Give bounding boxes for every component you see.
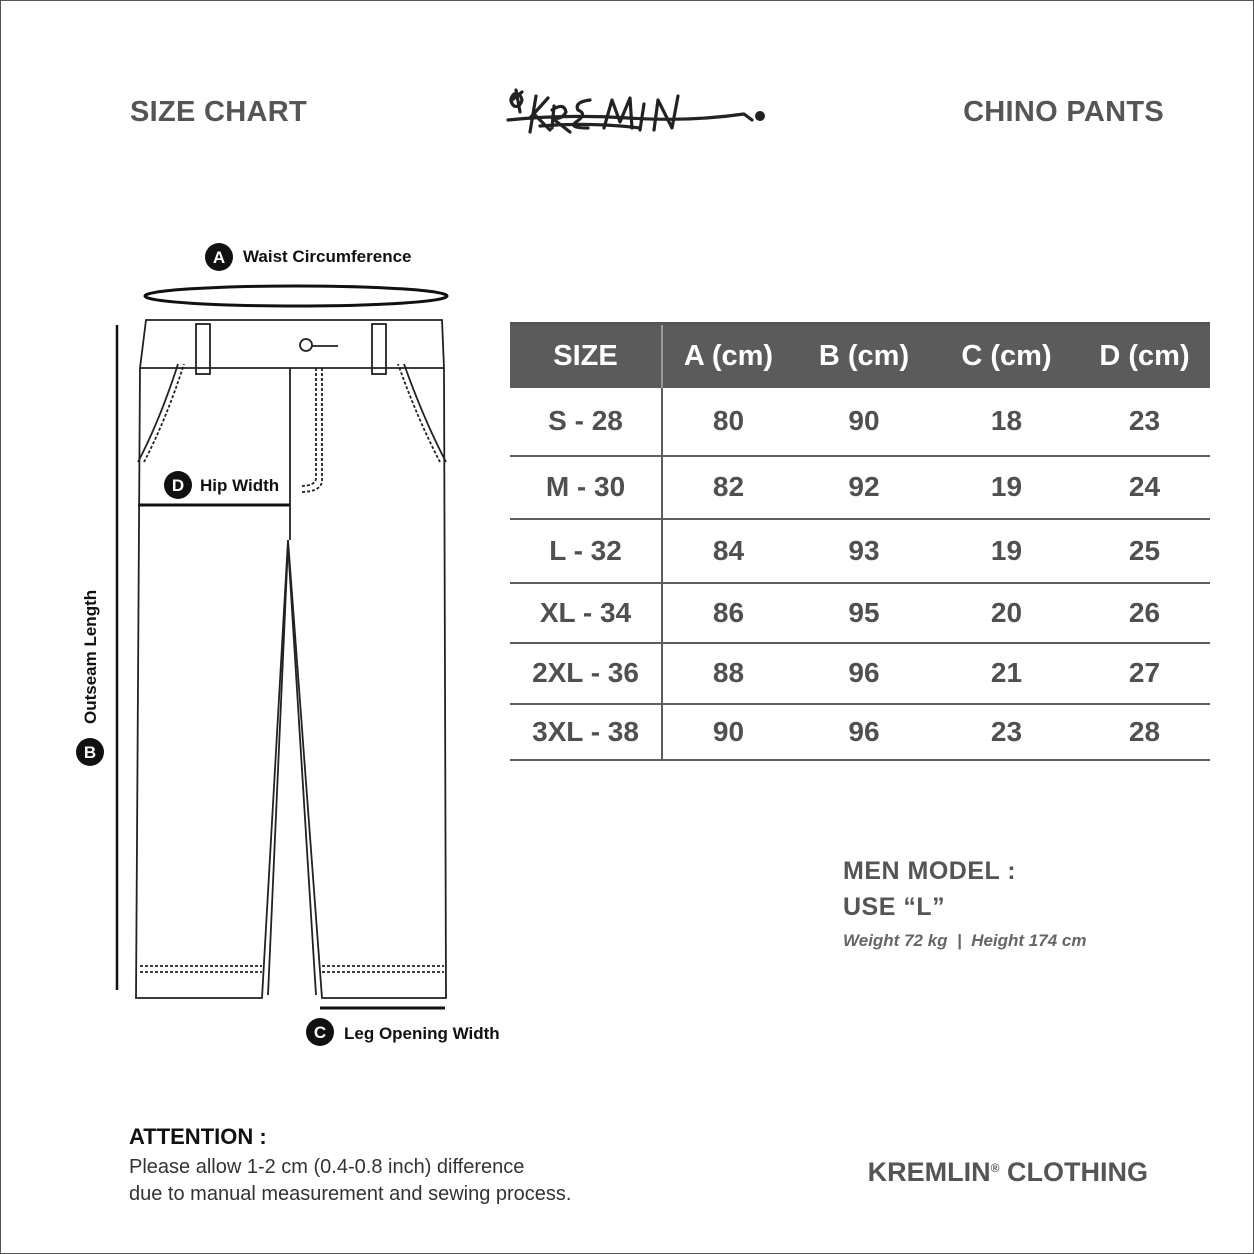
- table-row: [510, 643, 1210, 704]
- table-cell: 93: [794, 519, 934, 583]
- table-cell: 21: [934, 643, 1079, 704]
- table-cell: 23: [1079, 388, 1210, 456]
- table-cell: 80: [662, 388, 794, 456]
- table-cell: 95: [794, 583, 934, 643]
- table-cell: 90: [662, 704, 794, 760]
- product-title: CHINO PANTS: [963, 96, 1164, 128]
- size-cell: 3XL - 38: [510, 704, 662, 760]
- size-table: [510, 322, 1210, 761]
- table-cell: 84: [662, 519, 794, 583]
- table-cell: 27: [1079, 643, 1210, 704]
- table-cell: 90: [794, 388, 934, 456]
- table-cell: 26: [1079, 583, 1210, 643]
- table-cell: 19: [934, 456, 1079, 519]
- pants-outline: [136, 320, 446, 998]
- size-cell: S - 28: [510, 388, 662, 456]
- table-row: [510, 583, 1210, 643]
- waist-ellipse: [145, 286, 447, 306]
- leg-opening-label: Leg Opening Width: [344, 1024, 500, 1043]
- table-cell: 96: [794, 704, 934, 760]
- table-row: [510, 704, 1210, 760]
- size-chart-title: SIZE CHART: [130, 96, 307, 128]
- attention-title: ATTENTION :: [129, 1124, 267, 1149]
- table-row: [510, 456, 1210, 519]
- model-size-used: USE “L”: [843, 893, 946, 921]
- table-row: [510, 519, 1210, 583]
- hip-label: Hip Width: [200, 476, 280, 495]
- table-cell: 82: [662, 456, 794, 519]
- column-header-d: D (cm): [1079, 324, 1210, 388]
- column-header-b: B (cm): [794, 324, 934, 388]
- table-cell: 92: [794, 456, 934, 519]
- table-cell: 20: [934, 583, 1079, 643]
- table-cell: 28: [1079, 704, 1210, 760]
- badge-b-letter: B: [83, 743, 97, 762]
- attention-line-2: due to manual measurement and sewing process.: [129, 1183, 572, 1205]
- table-row: [510, 388, 1210, 456]
- table-cell: 25: [1079, 519, 1210, 583]
- brand-footer: [868, 1157, 1148, 1188]
- table-cell: 88: [662, 643, 794, 704]
- size-cell: XL - 34: [510, 583, 662, 643]
- size-cell: L - 32: [510, 519, 662, 583]
- column-header-a: A (cm): [662, 324, 794, 388]
- badge-a-letter: A: [212, 248, 226, 267]
- table-cell: 86: [662, 583, 794, 643]
- outseam-label: Outseam Length: [81, 589, 100, 724]
- badge-d-letter: D: [171, 476, 185, 495]
- table-cell: 23: [934, 704, 1079, 760]
- table-cell: 24: [1079, 456, 1210, 519]
- brand-name: KREMLIN: [867, 1157, 991, 1187]
- table-cell: 18: [934, 388, 1079, 456]
- registered-mark: ®: [990, 1161, 1000, 1175]
- table-cell: 19: [934, 519, 1079, 583]
- attention-line-1: Please allow 1-2 cm (0.4-0.8 inch) difference: [129, 1156, 525, 1178]
- waist-label: Waist Circumference: [243, 247, 412, 266]
- model-title: MEN MODEL :: [843, 857, 1017, 885]
- badge-c-letter: C: [313, 1023, 327, 1042]
- column-header-size: SIZE: [510, 324, 662, 388]
- size-cell: 2XL - 36: [510, 643, 662, 704]
- table-header-row: [510, 324, 1210, 388]
- column-header-c: C (cm): [934, 324, 1079, 388]
- model-stats: Weight 72 kg | Height 174 cm: [843, 931, 1087, 950]
- table-cell: 96: [794, 643, 934, 704]
- size-cell: M - 30: [510, 456, 662, 519]
- brand-suffix: CLOTHING: [999, 1157, 1148, 1187]
